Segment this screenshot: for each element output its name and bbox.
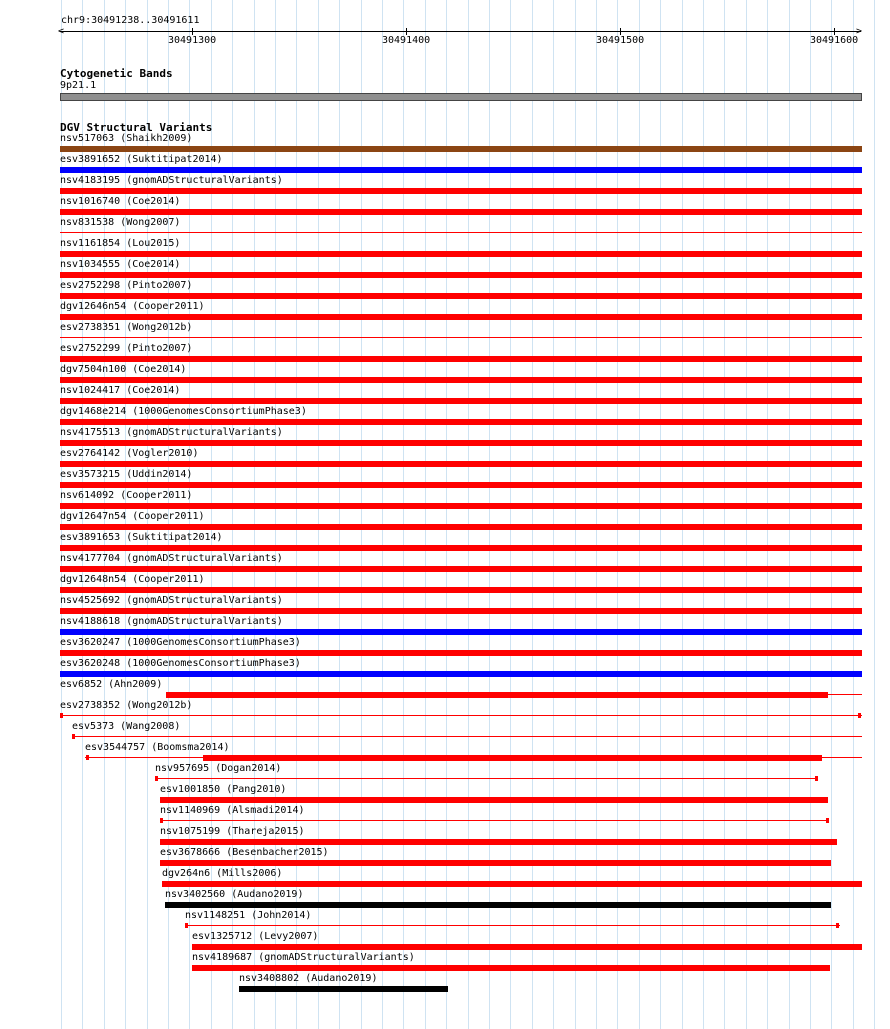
cytoband-bar[interactable] — [60, 93, 862, 101]
ruler-tick-label: 30491600 — [810, 35, 859, 46]
feature-label[interactable]: esv3620247 (1000GenomesConsortiumPhase3) — [60, 637, 301, 648]
grid-line — [703, 0, 704, 1029]
feature-label[interactable]: esv5373 (Wang2008) — [72, 721, 181, 732]
feature-label[interactable]: nsv957695 (Dogan2014) — [155, 763, 282, 774]
feature-bar[interactable] — [203, 755, 822, 761]
ruler-tick — [620, 28, 621, 35]
ruler-tick — [192, 28, 193, 35]
dgv-track-title: DGV Structural Variants — [60, 121, 213, 134]
feature-label[interactable]: nsv1161854 (Lou2015) — [60, 238, 181, 249]
feature-end-cap — [185, 923, 188, 928]
feature-bar[interactable] — [192, 965, 830, 971]
grid-line — [789, 0, 790, 1029]
feature-label[interactable]: esv2752298 (Pinto2007) — [60, 280, 193, 291]
feature-label[interactable]: nsv1075199 (Thareja2015) — [160, 826, 305, 837]
feature-label[interactable]: nsv4183195 (gnomADStructuralVariants) — [60, 175, 283, 186]
feature-label[interactable]: esv2738352 (Wong2012b) — [60, 700, 193, 711]
feature-bar[interactable] — [60, 293, 862, 299]
feature-label[interactable]: nsv614092 (Cooper2011) — [60, 490, 193, 501]
feature-end-cap — [858, 713, 861, 718]
grid-line — [874, 0, 875, 1029]
feature-label[interactable]: esv6852 (Ahn2009) — [60, 679, 163, 690]
feature-bar[interactable] — [60, 167, 862, 173]
ruler-line — [60, 31, 861, 32]
grid-line — [746, 0, 747, 1029]
feature-label[interactable]: nsv4188618 (gnomADStructuralVariants) — [60, 616, 283, 627]
ruler-tick — [834, 28, 835, 35]
position-label: chr9:30491238..30491611 — [61, 15, 200, 26]
feature-bar[interactable] — [60, 419, 862, 425]
ruler-right-arrow: > — [856, 26, 863, 37]
feature-bar[interactable] — [60, 272, 862, 278]
feature-bar[interactable] — [60, 188, 862, 194]
grid-line — [767, 0, 768, 1029]
feature-label[interactable]: dgv12647n54 (Cooper2011) — [60, 511, 205, 522]
grid-line — [596, 0, 597, 1029]
feature-label[interactable]: esv1325712 (Levy2007) — [192, 931, 319, 942]
feature-label[interactable]: esv2764142 (Vogler2010) — [60, 448, 199, 459]
feature-bar[interactable] — [60, 398, 862, 404]
feature-label[interactable]: esv3620248 (1000GenomesConsortiumPhase3) — [60, 658, 301, 669]
feature-label[interactable]: nsv3408802 (Audano2019) — [239, 973, 378, 984]
grid-line — [339, 0, 340, 1029]
feature-label[interactable]: nsv4177704 (gnomADStructuralVariants) — [60, 553, 283, 564]
feature-end-cap — [155, 776, 158, 781]
feature-end-cap — [60, 713, 63, 718]
feature-bar[interactable] — [165, 902, 831, 908]
feature-label[interactable]: esv1001850 (Pang2010) — [160, 784, 287, 795]
feature-bar[interactable] — [160, 797, 828, 803]
feature-end-cap — [160, 818, 163, 823]
feature-label[interactable]: esv3678666 (Besenbacher2015) — [160, 847, 329, 858]
feature-label[interactable]: esv3891652 (Suktitipat2014) — [60, 154, 223, 165]
grid-line — [575, 0, 576, 1029]
feature-label[interactable]: esv3573215 (Uddin2014) — [60, 469, 193, 480]
feature-bar[interactable] — [160, 860, 831, 866]
feature-bar[interactable] — [60, 482, 862, 488]
feature-label[interactable]: nsv517063 (Shaikh2009) — [60, 133, 193, 144]
feature-label[interactable]: nsv831538 (Wong2007) — [60, 217, 181, 228]
feature-bar[interactable] — [60, 629, 862, 635]
feature-end-cap — [86, 755, 89, 760]
feature-bar[interactable] — [60, 440, 862, 446]
feature-bar[interactable] — [60, 356, 862, 362]
grid-line — [318, 0, 319, 1029]
feature-label[interactable]: nsv1034555 (Coe2014) — [60, 259, 181, 270]
feature-label[interactable]: dgv7504n100 (Coe2014) — [60, 364, 187, 375]
feature-bar[interactable] — [160, 839, 837, 845]
feature-label[interactable]: nsv4175513 (gnomADStructuralVariants) — [60, 427, 283, 438]
feature-label[interactable]: esv2752299 (Pinto2007) — [60, 343, 193, 354]
feature-label[interactable]: nsv1016740 (Coe2014) — [60, 196, 181, 207]
ruler-tick-label: 30491400 — [382, 35, 431, 46]
feature-label[interactable]: nsv1148251 (John2014) — [185, 910, 312, 921]
feature-bar[interactable] — [155, 778, 818, 779]
feature-bar[interactable] — [239, 986, 448, 992]
feature-bar[interactable] — [60, 587, 862, 593]
feature-bar[interactable] — [60, 524, 862, 530]
feature-bar[interactable] — [166, 692, 828, 698]
feature-bar[interactable] — [192, 944, 862, 950]
feature-bar[interactable] — [60, 650, 862, 656]
grid-line — [425, 0, 426, 1029]
feature-label[interactable]: dgv12646n54 (Cooper2011) — [60, 301, 205, 312]
feature-bar[interactable] — [60, 671, 862, 677]
feature-end-cap — [826, 818, 829, 823]
grid-line — [639, 0, 640, 1029]
ruler-tick-label: 30491300 — [168, 35, 217, 46]
grid-line — [361, 0, 362, 1029]
grid-line — [382, 0, 383, 1029]
feature-label[interactable]: esv2738351 (Wong2012b) — [60, 322, 193, 333]
feature-label[interactable]: nsv4525692 (gnomADStructuralVariants) — [60, 595, 283, 606]
grid-line — [831, 0, 832, 1029]
feature-bar[interactable] — [60, 503, 862, 509]
grid-line — [853, 0, 854, 1029]
feature-label[interactable]: nsv1024417 (Coe2014) — [60, 385, 181, 396]
grid-line — [617, 0, 618, 1029]
grid-line — [446, 0, 447, 1029]
feature-label[interactable]: esv3891653 (Suktitipat2014) — [60, 532, 223, 543]
feature-bar[interactable] — [60, 209, 862, 215]
feature-label[interactable]: nsv3402560 (Audano2019) — [165, 889, 304, 900]
feature-bar[interactable] — [72, 736, 862, 737]
feature-bar[interactable] — [60, 461, 862, 467]
grid-line — [532, 0, 533, 1029]
feature-bar[interactable] — [60, 608, 862, 614]
cytoband-label: 9p21.1 — [60, 80, 97, 91]
ruler-tick — [406, 28, 407, 35]
cytoband-track-title: Cytogenetic Bands — [60, 67, 173, 80]
grid-line — [510, 0, 511, 1029]
feature-bar[interactable] — [162, 881, 862, 887]
grid-line — [468, 0, 469, 1029]
feature-bar[interactable] — [60, 715, 862, 716]
feature-bar[interactable] — [60, 566, 862, 572]
feature-bar[interactable] — [60, 377, 862, 383]
feature-bar[interactable] — [60, 146, 862, 152]
feature-end-cap — [72, 734, 75, 739]
feature-bar[interactable] — [60, 232, 862, 233]
grid-line — [660, 0, 661, 1029]
grid-line — [403, 0, 404, 1029]
feature-bar[interactable] — [185, 925, 840, 926]
ruler-tick-label: 30491500 — [596, 35, 645, 46]
feature-bar[interactable] — [60, 251, 862, 257]
feature-label[interactable]: esv3544757 (Boomsma2014) — [85, 742, 230, 753]
feature-end-cap — [815, 776, 818, 781]
feature-end-cap — [836, 923, 839, 928]
feature-label[interactable]: dgv264n6 (Mills2006) — [162, 868, 283, 879]
grid-line — [682, 0, 683, 1029]
ruler-left-arrow: < — [58, 26, 65, 37]
grid-line — [489, 0, 490, 1029]
grid-line — [296, 0, 297, 1029]
feature-label[interactable]: nsv1140969 (Alsmadi2014) — [160, 805, 305, 816]
grid-line — [553, 0, 554, 1029]
feature-bar[interactable] — [60, 337, 862, 338]
grid-line — [810, 0, 811, 1029]
feature-bar[interactable] — [60, 545, 862, 551]
feature-bar[interactable] — [60, 314, 862, 320]
grid-line — [724, 0, 725, 1029]
feature-label[interactable]: dgv12648n54 (Cooper2011) — [60, 574, 205, 585]
feature-label[interactable]: dgv1468e214 (1000GenomesConsortiumPhase3) — [60, 406, 307, 417]
feature-bar[interactable] — [160, 820, 829, 821]
feature-label[interactable]: nsv4189687 (gnomADStructuralVariants) — [192, 952, 415, 963]
